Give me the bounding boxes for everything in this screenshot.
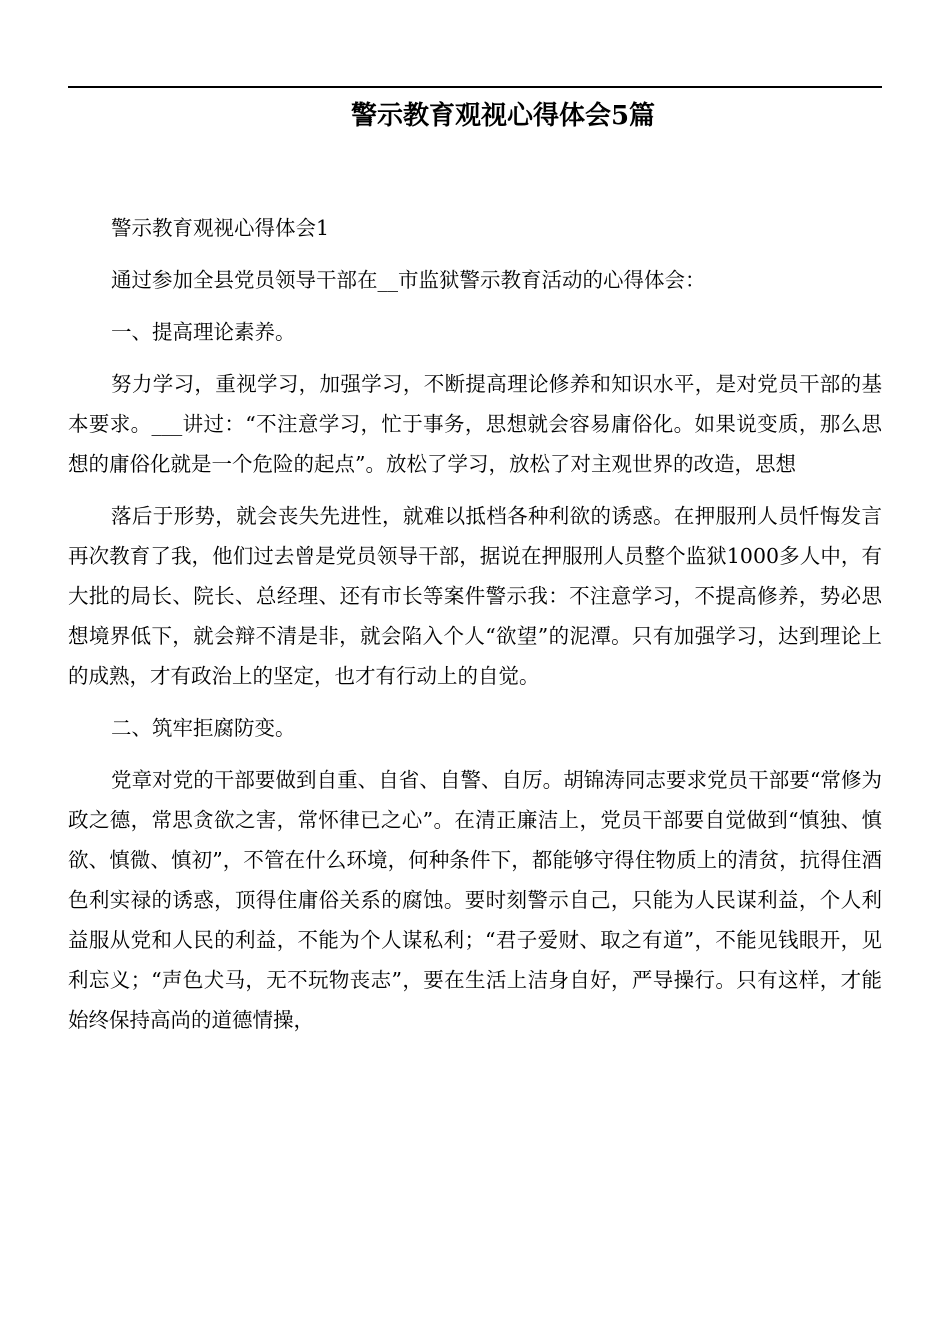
paragraph: 通过参加全县党员领导干部在__市监狱警示教育活动的心得体会：	[111, 268, 706, 292]
document-title: 警示教育观视心得体会5篇	[350, 101, 656, 131]
header-rule	[68, 86, 882, 88]
document-body	[68, 208, 882, 1040]
subsection-heading: 一、提高理论素养。	[111, 320, 296, 344]
paragraph: 努力学习，重视学习，加强学习，不断提高理论修养和知识水平，是对党员干部的基本要求。___讲过：“不注意学习，忙于事务，思想就会容易庸俗化。如果说变质，那么思想的庸俗化就是一个危险的起点”。放松了学习，放松了对主观世界的改造，思想	[68, 372, 882, 476]
paragraph: 落后于形势，就会丧失先进性，就难以抵档各种利欲的诱惑。在押服刑人员忏悔发言再次教育了我，他们过去曾是党员领导干部，据说在押服刑人员整个监狱1000多人中，有大批的局长、院长、总经理、还有市长等案件警示我：不注意学习，不提高修养，势必思想境界低下，就会辩不清是非，就会陷入个人“欲望”的泥潭。只有加强学习，达到理论上的成熟，才有政治上的坚定，也才有行动上的自觉。	[68, 504, 882, 688]
paragraph: 党章对党的干部要做到自重、自省、自警、自厉。胡锦涛同志要求党员干部要“常修为政之德，常思贪欲之害，常怀律已之心”。在清正廉洁上，党员干部要自觉做到“慎独、慎欲、慎微、慎初”，不管在什么环境，何种条件下，都能够守得住物质上的清贫，抗得住酒色利实禄的诱惑，顶得住庸俗关系的腐蚀。要时刻警示自己，只能为人民谋利益，个人利益服从党和人民的利益，不能为个人谋私利；“君子爱财、取之有道”，不能见钱眼开，见利忘义；“声色犬马，无不玩物丧志”，要在生活上洁身自好，严导操行。只有这样，才能始终保持高尚的道德情操，	[68, 768, 882, 1032]
subsection-heading: 二、筑牢拒腐防变。	[111, 716, 296, 740]
section-heading: 警示教育观视心得体会1	[111, 216, 330, 240]
